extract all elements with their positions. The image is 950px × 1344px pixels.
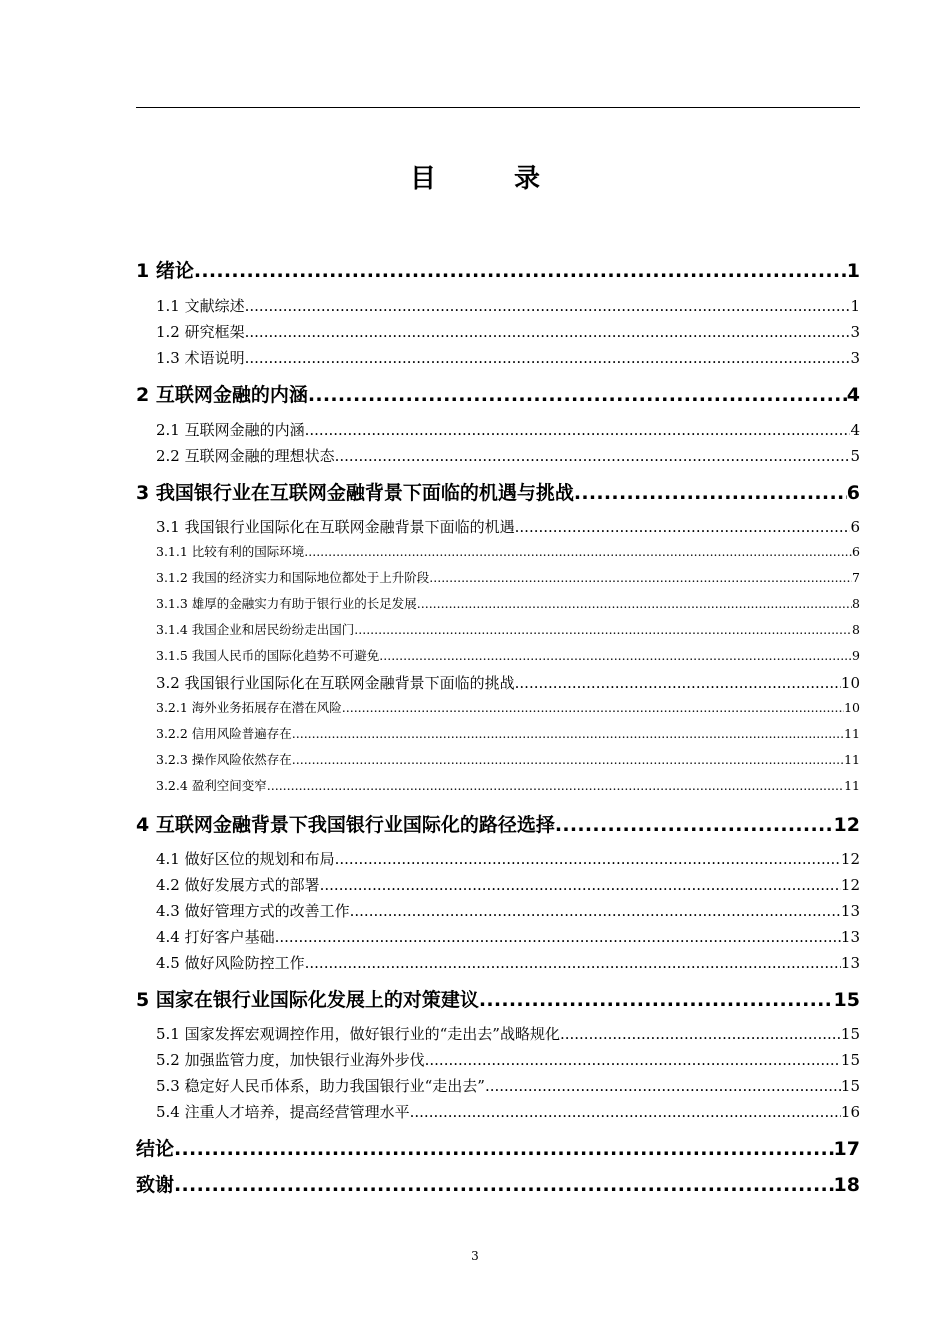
toc-dot-leader	[335, 850, 841, 868]
toc-entry-level-3[interactable]	[156, 750, 860, 767]
toc-entry-level-3[interactable]	[156, 776, 860, 793]
toc-entry-title: 致谢	[136, 1174, 175, 1196]
toc-entry-level-1[interactable]	[136, 256, 860, 282]
toc-entry-level-3[interactable]	[156, 646, 860, 663]
toc-entry-page: 3	[850, 323, 860, 341]
toc-entry-level-2[interactable]	[156, 874, 860, 894]
toc-entry-title: 5.4 注重人才培养，提高经营管理水平	[156, 1103, 410, 1121]
toc-entry-page: 13	[840, 954, 860, 972]
toc-dot-leader	[245, 323, 851, 341]
toc-entry-title: 2.1 互联网金融的内涵	[156, 421, 305, 439]
toc-entry-level-3[interactable]	[156, 698, 860, 715]
toc-entry-title: 5 国家在银行业国际化发展上的对策建议	[136, 989, 479, 1011]
toc-entry-level-2[interactable]	[156, 900, 860, 920]
toc-entry-page: 8	[852, 622, 860, 637]
toc-entry-level-3[interactable]	[156, 568, 860, 585]
toc-dot-leader	[479, 989, 834, 1011]
toc-entry-level-2[interactable]	[156, 295, 860, 315]
toc-entry-level-1[interactable]	[136, 985, 860, 1011]
toc-dot-leader	[245, 349, 851, 367]
toc-dot-leader	[304, 544, 852, 559]
toc-entry-title: 结论	[136, 1138, 175, 1160]
toc-entry-level-2[interactable]	[156, 848, 860, 868]
toc-entry-page: 9	[852, 648, 860, 663]
toc-entry-level-1[interactable]	[136, 1170, 860, 1196]
toc-entry-title: 3.1.1 比较有利的国际环境	[156, 544, 305, 559]
toc-dot-leader	[292, 726, 844, 741]
toc-entry-level-1[interactable]	[136, 1134, 860, 1160]
toc-entry-page: 6	[852, 544, 860, 559]
toc-entry-page: 11	[844, 726, 860, 741]
toc-entry-title: 3.1 我国银行业国际化在互联网金融背景下面临的机遇	[156, 518, 515, 536]
toc-entry-title: 3.1.2 我国的经济实力和国际地位都处于上升阶段	[156, 570, 430, 585]
toc-entry-title: 5.1 国家发挥宏观调控作用，做好银行业的“走出去”战略规化	[156, 1025, 560, 1043]
toc-entry-title: 4.2 做好发展方式的部署	[156, 876, 320, 894]
toc-entry-level-2[interactable]	[156, 321, 860, 341]
toc-entry-page: 16	[840, 1103, 860, 1121]
toc-dot-leader	[417, 596, 852, 611]
toc-entry-level-2[interactable]	[156, 952, 860, 972]
toc-entry-level-3[interactable]	[156, 542, 860, 559]
toc-entry-level-3[interactable]	[156, 724, 860, 741]
toc-entry-page: 8	[852, 596, 860, 611]
toc-entry-page: 11	[844, 778, 860, 793]
toc-entry-title: 4.5 做好风险防控工作	[156, 954, 305, 972]
toc-entry-level-2[interactable]	[156, 419, 860, 439]
toc-dot-leader	[305, 421, 851, 439]
toc-entry-page: 15	[833, 989, 860, 1011]
toc-entry-title: 3.2.2 信用风险普遍存在	[156, 726, 292, 741]
toc-dot-leader	[425, 1051, 841, 1069]
toc-dot-leader	[560, 1025, 841, 1043]
toc-dot-leader	[350, 902, 841, 920]
toc-entry-page: 5	[850, 447, 860, 465]
toc-dot-leader	[275, 928, 841, 946]
toc-entry-page: 6	[850, 518, 860, 536]
toc-entry-page: 10	[840, 674, 860, 692]
toc-entry-title: 3 我国银行业在互联网金融背景下面临的机遇与挑战	[136, 482, 574, 504]
toc-entry-level-2[interactable]	[156, 926, 860, 946]
toc-entry-page: 10	[844, 700, 860, 715]
toc-entry-page: 15	[840, 1077, 860, 1095]
toc-entry-title: 4.3 做好管理方式的改善工作	[156, 902, 350, 920]
toc-entry-page: 18	[833, 1174, 860, 1196]
toc-entry-title: 3.2 我国银行业国际化在互联网金融背景下面临的挑战	[156, 674, 515, 692]
toc-title: 目 录	[409, 164, 566, 194]
toc-entry-title: 2 互联网金融的内涵	[136, 384, 308, 406]
toc-entry-title: 1.1 文献综述	[156, 297, 245, 315]
toc-entry-page: 13	[840, 928, 860, 946]
toc-dot-leader	[335, 447, 851, 465]
toc-entry-title: 5.3 稳定好人民币体系，助力我国银行业“走出去”	[156, 1077, 485, 1095]
toc-entry-page: 15	[840, 1051, 860, 1069]
toc-dot-leader	[194, 260, 847, 282]
toc-entry-page: 17	[833, 1138, 860, 1160]
toc-entry-page: 12	[840, 876, 860, 894]
toc-entry-level-1[interactable]	[136, 380, 860, 406]
toc-entry-title: 4.4 打好客户基础	[156, 928, 275, 946]
toc-entry-level-2[interactable]	[156, 1049, 860, 1069]
toc-entry-title: 3.2.3 操作风险依然存在	[156, 752, 292, 767]
toc-dot-leader	[515, 518, 851, 536]
toc-dot-leader	[354, 622, 852, 637]
toc-dot-leader	[267, 778, 844, 793]
toc-entry-title: 3.1.3 雄厚的金融实力有助于银行业的长足发展	[156, 596, 417, 611]
toc-entry-level-2[interactable]	[156, 1101, 860, 1121]
toc-entry-title: 3.1.5 我国人民币的国际化趋势不可避免	[156, 648, 380, 663]
toc-dot-leader	[342, 700, 844, 715]
toc-dot-leader	[245, 297, 851, 315]
toc-entry-title: 3.1.4 我国企业和居民纷纷走出国门	[156, 622, 355, 637]
toc-dot-leader	[485, 1077, 841, 1095]
toc-entry-title: 3.2.4 盈利空间变窄	[156, 778, 267, 793]
toc-entry-page: 1	[850, 297, 860, 315]
toc-entry-page: 1	[846, 260, 860, 282]
toc-entry-page: 7	[852, 570, 860, 585]
toc-dot-leader	[174, 1174, 834, 1196]
toc-entry-page: 11	[844, 752, 860, 767]
toc-entry-level-2[interactable]	[156, 1075, 860, 1095]
toc-entry-page: 13	[840, 902, 860, 920]
toc-dot-leader	[320, 876, 841, 894]
toc-entry-level-3[interactable]	[156, 620, 860, 637]
toc-entry-page: 3	[850, 349, 860, 367]
toc-dot-leader	[555, 814, 834, 836]
toc-entry-level-1[interactable]	[136, 478, 860, 504]
toc-dot-leader	[292, 752, 844, 767]
toc-entry-level-2[interactable]	[156, 672, 860, 692]
toc-entry-level-2[interactable]	[156, 445, 860, 465]
toc-entry-title: 1.2 研究框架	[156, 323, 245, 341]
toc-dot-leader	[305, 954, 841, 972]
toc-entry-page: 12	[840, 850, 860, 868]
toc-entry-page: 15	[840, 1025, 860, 1043]
toc-dot-leader	[410, 1103, 841, 1121]
toc-entry-level-2[interactable]	[156, 347, 860, 367]
toc-entry-level-2[interactable]	[156, 1023, 860, 1043]
toc-entry-level-1[interactable]	[136, 810, 860, 836]
toc-dot-leader	[574, 482, 847, 504]
toc-entry-level-3[interactable]	[156, 594, 860, 611]
page-number: 3	[471, 1249, 479, 1263]
toc-entry-title: 1.3 术语说明	[156, 349, 245, 367]
toc-entry-page: 4	[850, 421, 860, 439]
toc-dot-leader	[515, 674, 841, 692]
toc-entry-page: 4	[846, 384, 860, 406]
toc-entry-title: 4 互联网金融背景下我国银行业国际化的路径选择	[136, 814, 555, 836]
toc-dot-leader	[429, 570, 852, 585]
toc-entry-level-2[interactable]	[156, 516, 860, 536]
toc-entry-title: 5.2 加强监管力度，加快银行业海外步伐	[156, 1051, 425, 1069]
toc-entry-title: 1 绪论	[136, 260, 194, 282]
toc-dot-leader	[308, 384, 847, 406]
toc-dot-leader	[174, 1138, 834, 1160]
toc-entry-title: 3.2.1 海外业务拓展存在潜在风险	[156, 700, 342, 715]
toc-entry-page: 12	[833, 814, 860, 836]
toc-entry-page: 6	[846, 482, 860, 504]
toc-entry-title: 2.2 互联网金融的理想状态	[156, 447, 335, 465]
toc-dot-leader	[379, 648, 852, 663]
toc-entry-title: 4.1 做好区位的规划和布局	[156, 850, 335, 868]
